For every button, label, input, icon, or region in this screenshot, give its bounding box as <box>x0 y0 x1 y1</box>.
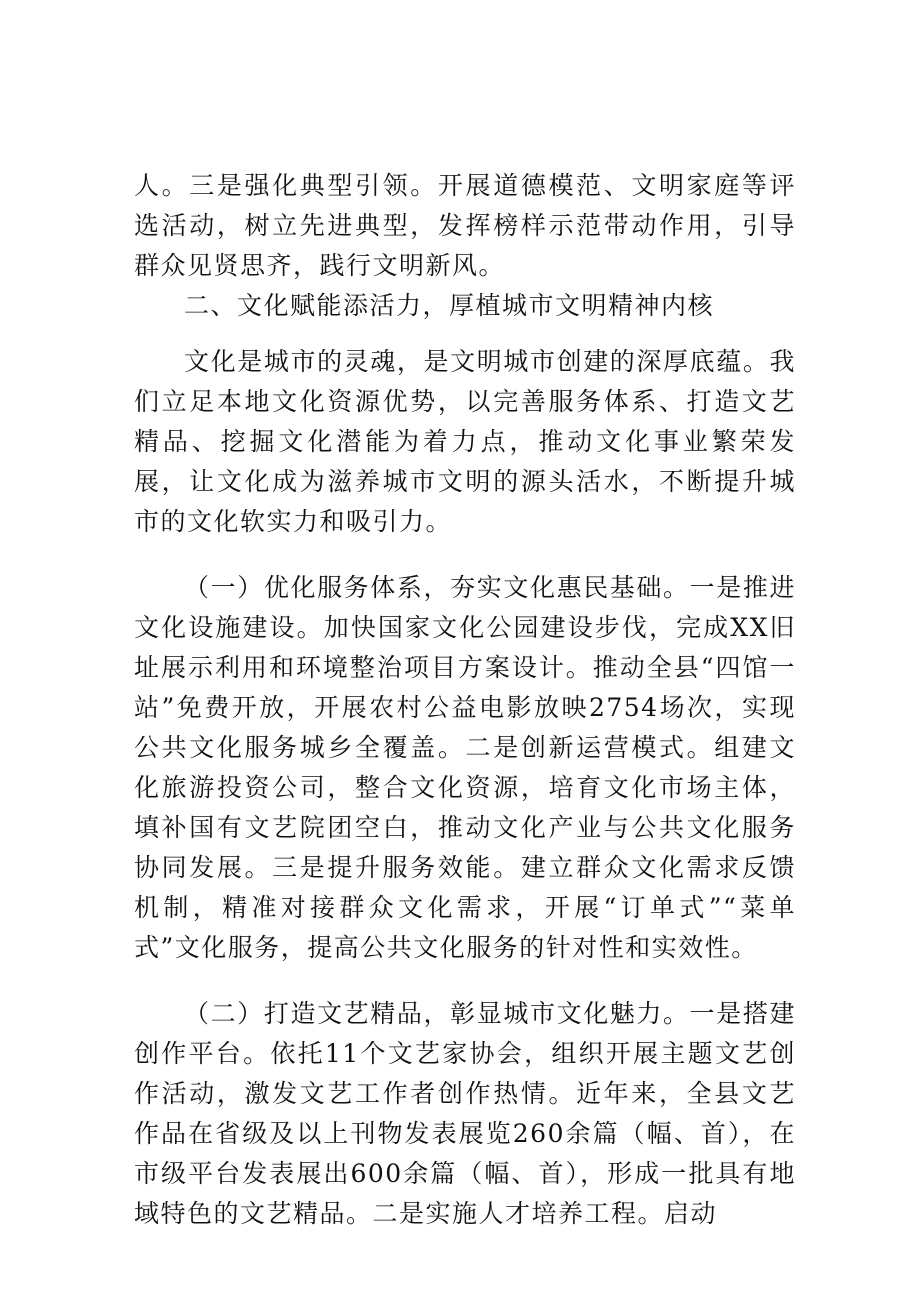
document-body <box>134 166 796 1234</box>
paragraph-continuation: 人。三是强化典型引领。开展道德模范、文明家庭等评选活动，树立先进典型，发挥榜样示范带动作用，引导群众见贤思齐，践行文明新风。 <box>134 171 796 280</box>
paragraph-service-system: （一）优化服务体系，夯实文化惠民基础。一是推进文化设施建设。加快国家文化公园建设步伐，完成XX旧址展示利用和环境整治项目方案设计。推动全县“四馆一站”免费开放，开展农村公益电影放映2754场次，实现公共文化服务城乡全覆盖。二是创新运营模式。组建文化旅游投资公司，整合文化资源，培育文化市场主体，填补国有文艺院团空白，推动文化产业与公共文化服务协同发展。三是提升服务效能。建立群众文化需求反馈机制，精准对接群众文化需求，开展“订单式”“菜单式”文化服务，提高公共文化服务的针对性和实效性。 <box>134 573 796 962</box>
paragraph-intro: 文化是城市的灵魂，是文明城市创建的深厚底蕴。我们立足本地文化资源优势，以完善服务体系、打造文艺精品、挖掘文化潜能为着力点，推动文化事业繁荣发展，让文化成为滋养城市文明的源头活水，不断提升城市的文化软实力和吸引力。 <box>134 347 796 536</box>
paragraph-literary-works: （二）打造文艺精品，彰显城市文化魅力。一是搭建创作平台。依托11个文艺家协会，组织开展主题文艺创作活动，激发文艺工作者创作热情。近年来，全县文艺作品在省级及以上刊物发表展览260余篇（幅、首），在市级平台发表展出600余篇（幅、首），形成一批具有地域特色的文艺精品。二是实施人才培养工程。启动 <box>134 999 796 1228</box>
section-heading: 二、文化赋能添活力，厚植城市文明精神内核 <box>184 291 715 320</box>
